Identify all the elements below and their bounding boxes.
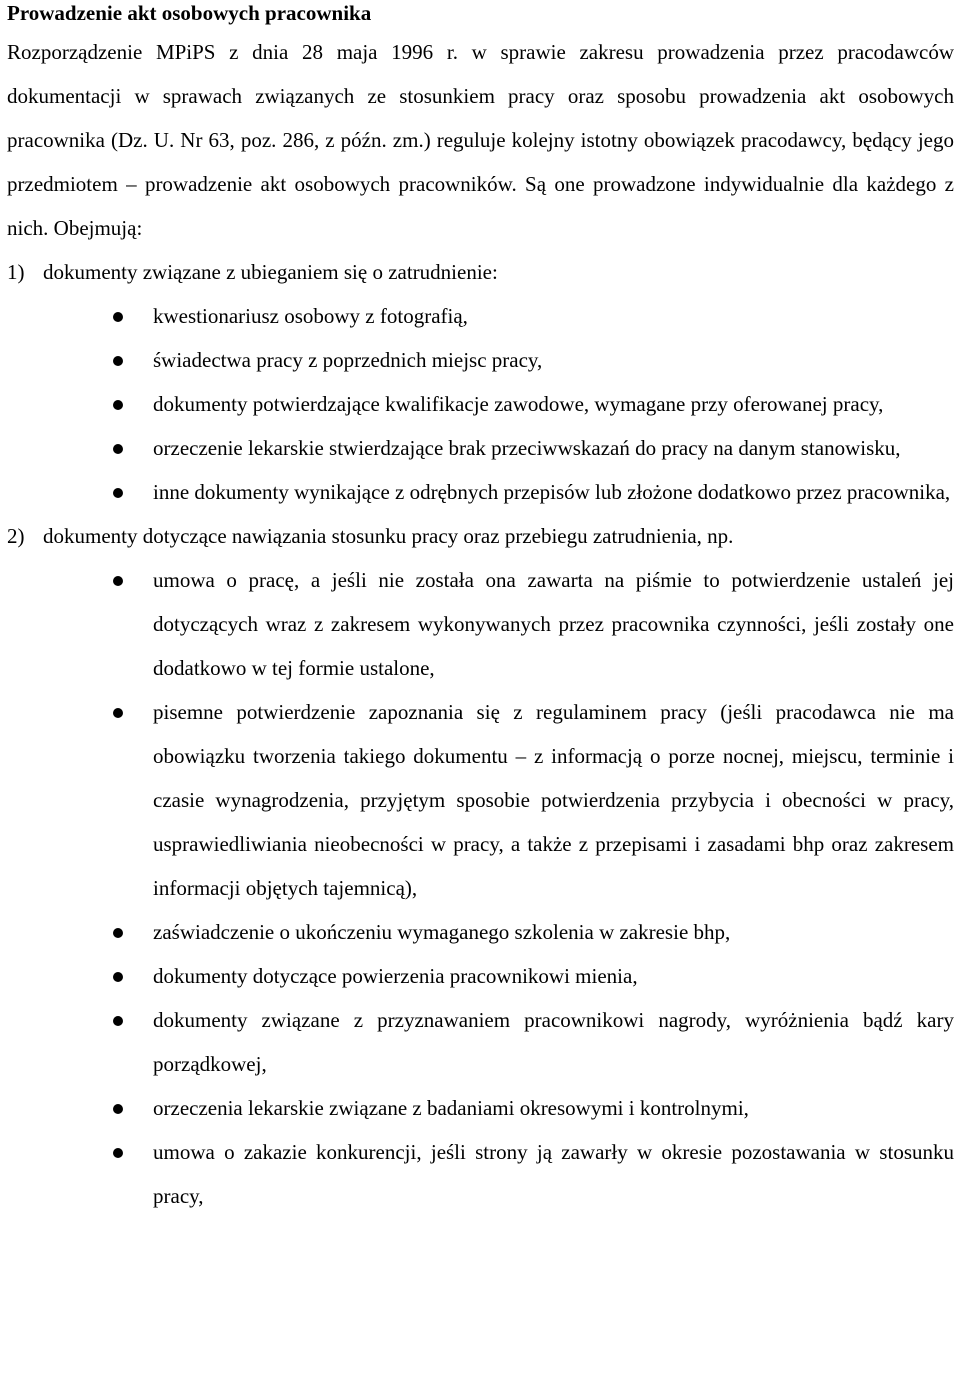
- bullet-icon: [113, 400, 123, 410]
- section-number: 1): [7, 260, 25, 284]
- section-2-list: [7, 558, 954, 1218]
- list-item: [7, 558, 954, 690]
- intro-paragraph: Rozporządzenie MPiPS z dnia 28 maja 1996 r. w sprawie zakresu prowadzenia przez pracodawców dokumentacji w sprawach związanych ze stosunkiem pracy oraz sposobu prowadzenia akt osobowych pracownika (Dz. U. Nr 63, poz. 286, z późn. zm.) reguluje kolejny istotny obowiązek pracodawcy, będący jego przedmiotem – prowadzenie akt osobowych pracowników. Są one prowadzone indywidualnie dla każdego z nich. Obejmują:: [7, 40, 954, 240]
- bullet-icon: [113, 1016, 123, 1026]
- list-item-text: umowa o zakazie konkurencji, jeśli strony ją zawarły w okresie pozostawania w stosunku pracy,: [153, 1140, 954, 1208]
- list-item-text: orzeczenia lekarskie związane z badaniami okresowymi i kontrolnymi,: [153, 1096, 749, 1120]
- list-item: [7, 294, 954, 338]
- section-text: dokumenty związane z ubieganiem się o zatrudnienie:: [43, 260, 498, 284]
- document-title: Prowadzenie akt osobowych pracownika: [7, 1, 372, 25]
- list-item-text: dokumenty dotyczące powierzenia pracownikowi mienia,: [153, 964, 638, 988]
- bullet-icon: [113, 972, 123, 982]
- bullet-icon: [113, 1104, 123, 1114]
- section-2-heading: [7, 514, 954, 558]
- section-number: 2): [7, 524, 25, 548]
- list-item-text: dokumenty potwierdzające kwalifikacje zawodowe, wymagane przy oferowanej pracy,: [153, 392, 884, 416]
- list-item: [7, 338, 954, 382]
- list-item: [7, 954, 954, 998]
- list-item-text: dokumenty związane z przyznawaniem pracownikowi nagrody, wyróżnienia bądź kary porządkowej,: [153, 1008, 954, 1076]
- bullet-icon: [113, 488, 123, 498]
- list-item-text: świadectwa pracy z poprzednich miejsc pracy,: [153, 348, 543, 372]
- section-1-list: [7, 294, 954, 514]
- list-item-text: pisemne potwierdzenie zapoznania się z regulaminem pracy (jeśli pracodawca nie ma obowiązku tworzenia takiego dokumentu – z informacją o porze nocnej, miejscu, terminie i czasie wynagrodzenia, przyjętym sposobie potwierdzenia przybycia i obecności w pracy, usprawiedliwiania nieobecności w pracy, a także z przepisami i zasadami bhp oraz zakresem informacji objętych tajemnicą),: [153, 700, 954, 900]
- list-item: [7, 998, 954, 1086]
- list-item-text: kwestionariusz osobowy z fotografią,: [153, 304, 468, 328]
- bullet-icon: [113, 708, 123, 718]
- list-item: [7, 690, 954, 910]
- bullet-icon: [113, 444, 123, 454]
- list-item-text: umowa o pracę, a jeśli nie została ona zawarta na piśmie to potwierdzenie ustaleń jej dotyczących wraz z zakresem wykonywanych przez pracownika czynności, jeśli zostały one dodatkowo w tej formie ustalone,: [153, 568, 954, 680]
- list-item: [7, 1086, 954, 1130]
- section-text: dokumenty dotyczące nawiązania stosunku pracy oraz przebiegu zatrudnienia, np.: [43, 524, 734, 548]
- bullet-icon: [113, 312, 123, 322]
- list-item: [7, 1130, 954, 1218]
- bullet-icon: [113, 356, 123, 366]
- list-item: [7, 910, 954, 954]
- bullet-icon: [113, 928, 123, 938]
- section-1-heading: [7, 250, 954, 294]
- list-item-text: orzeczenie lekarskie stwierdzające brak przeciwwskazań do pracy na danym stanowisku,: [153, 436, 901, 460]
- list-item-text: zaświadczenie o ukończeniu wymaganego szkolenia w zakresie bhp,: [153, 920, 731, 944]
- list-item-text: inne dokumenty wynikające z odrębnych przepisów lub złożone dodatkowo przez pracownika,: [153, 480, 951, 504]
- list-item: [7, 382, 954, 426]
- bullet-icon: [113, 576, 123, 586]
- list-item: [7, 470, 954, 514]
- bullet-icon: [113, 1148, 123, 1158]
- list-item: [7, 426, 954, 470]
